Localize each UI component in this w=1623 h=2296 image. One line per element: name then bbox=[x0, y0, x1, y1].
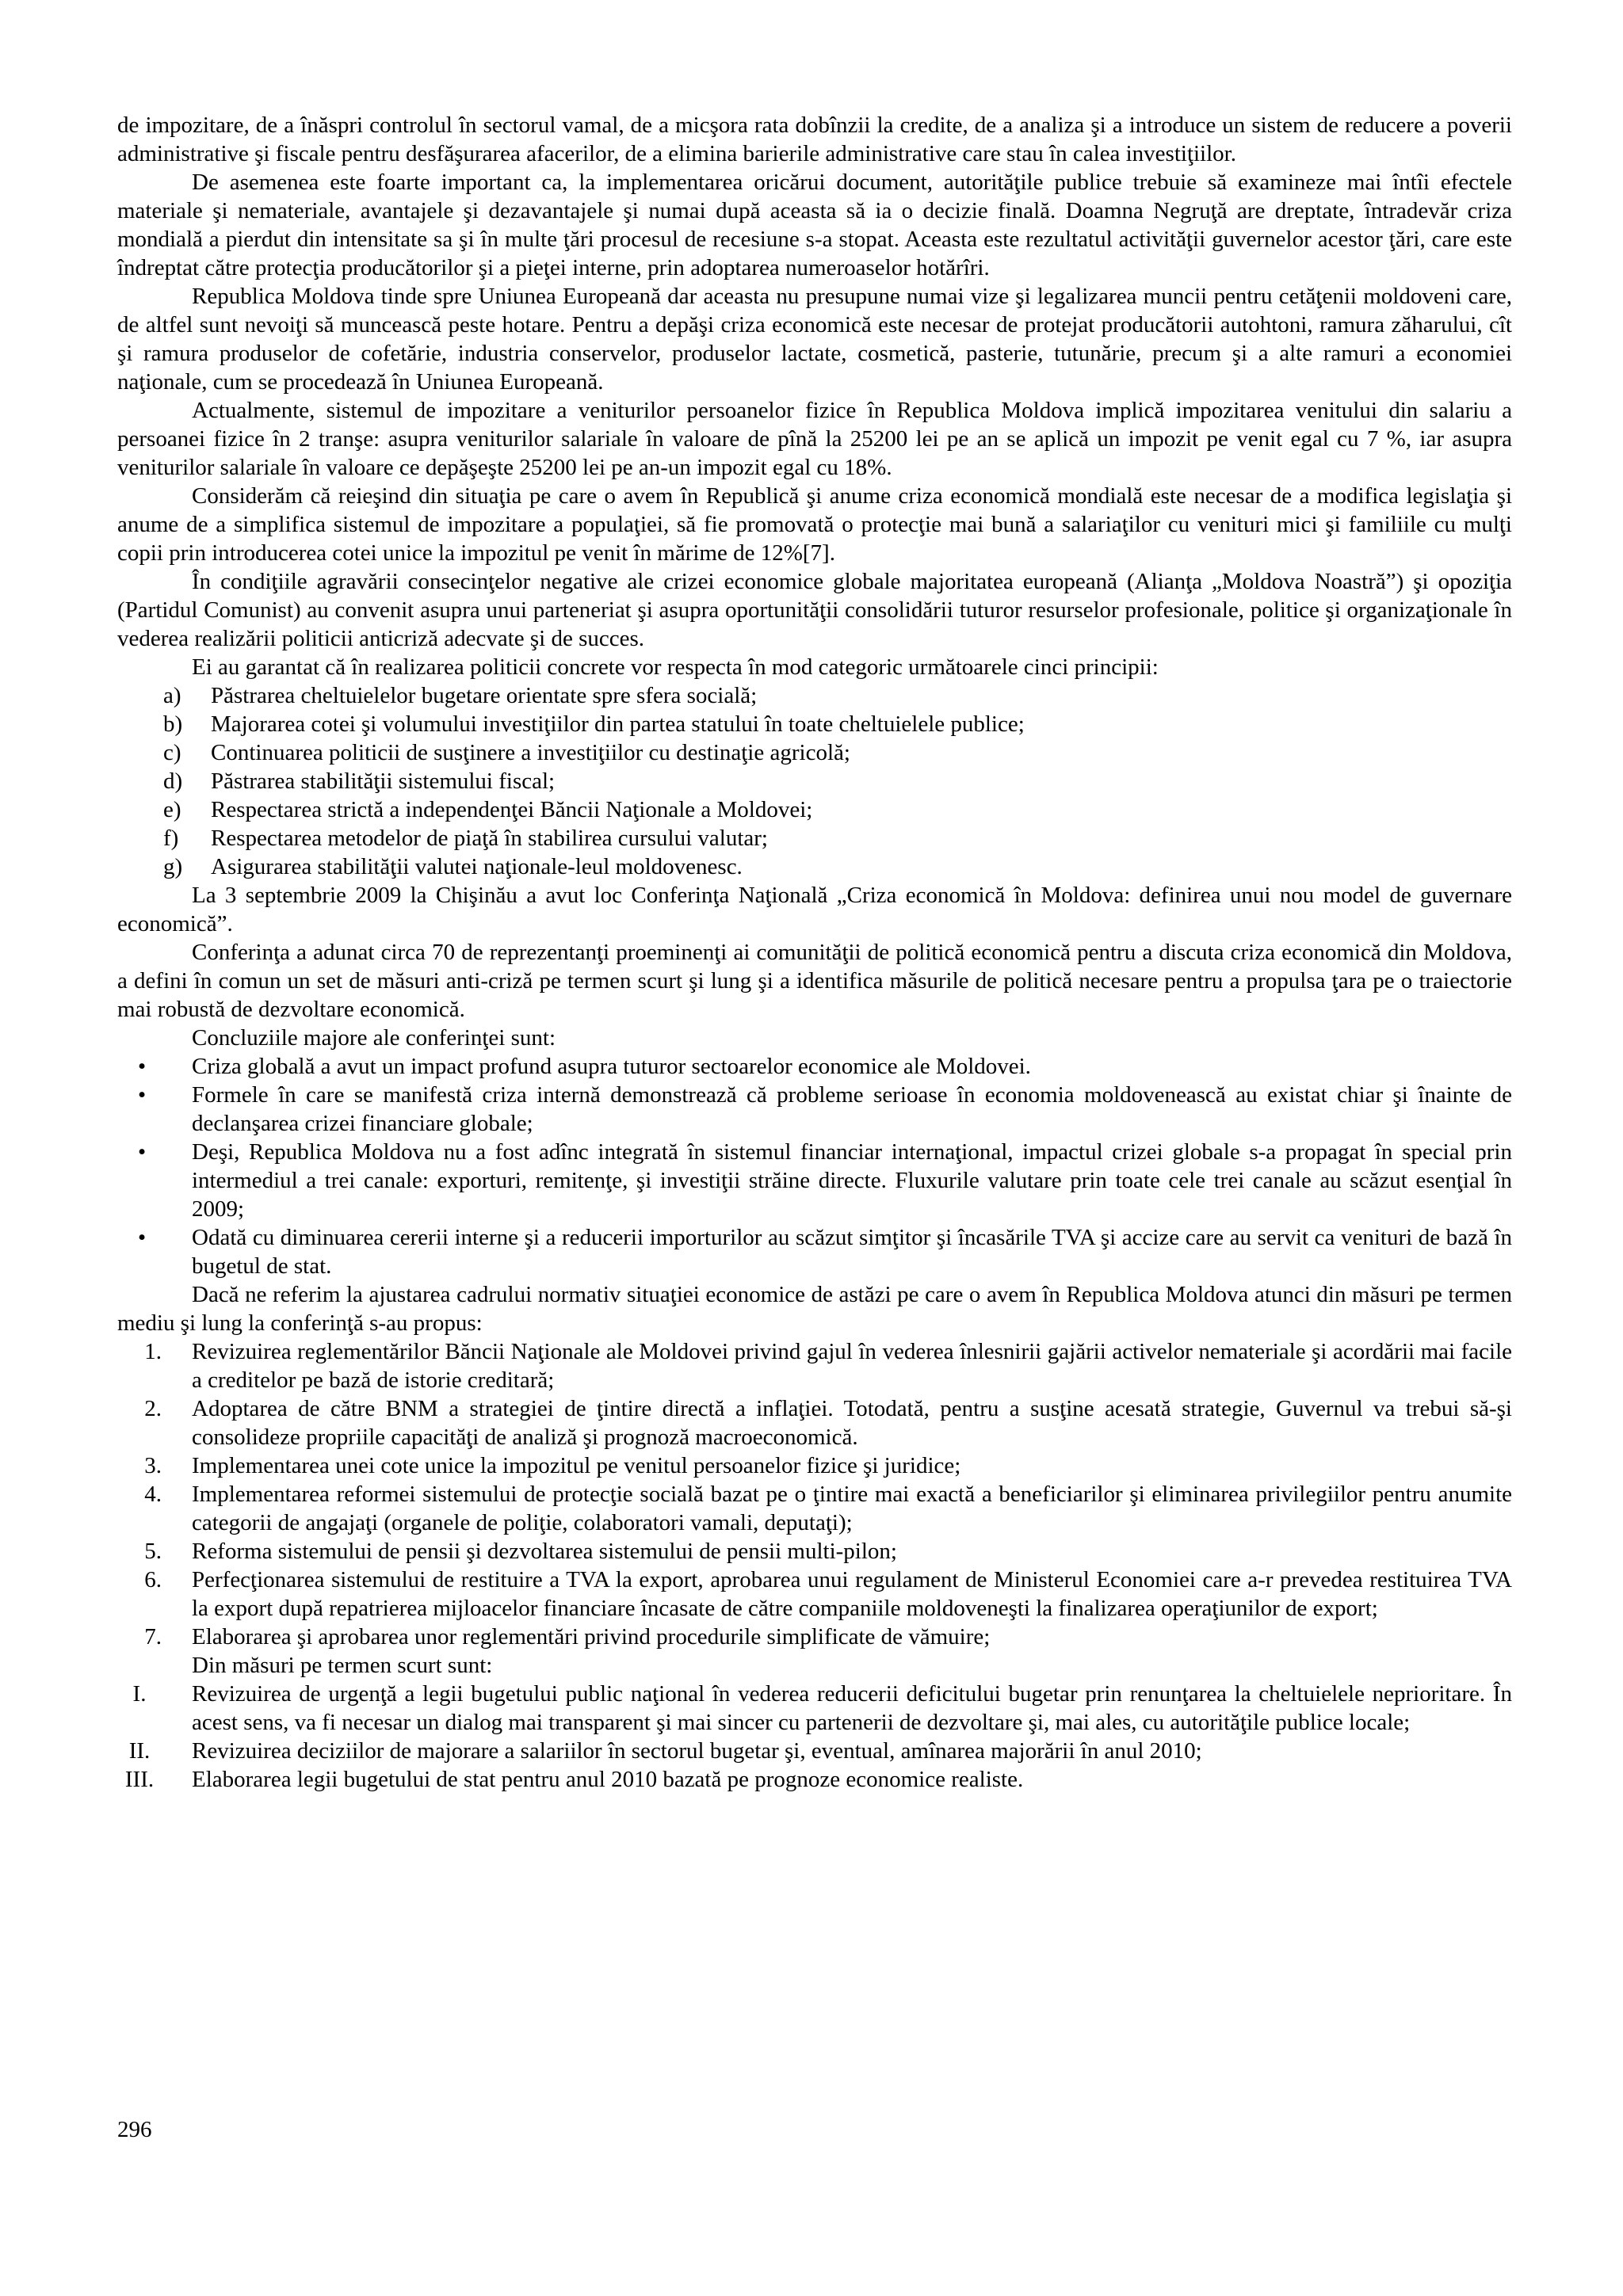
list-item bbox=[117, 1394, 1512, 1451]
list-marker: 5. bbox=[144, 1539, 162, 1564]
list-item bbox=[117, 1680, 1512, 1737]
list-item-text: Elaborarea şi aprobarea unor reglementări privind procedurile simplificate de vămuire; bbox=[192, 1624, 991, 1650]
short-term-measures-list bbox=[117, 1680, 1512, 1794]
list-item bbox=[117, 1480, 1512, 1537]
list-item-text: Criza globală a avut un impact profund asupra tuturor sectoarelor economice ale Moldovei. bbox=[192, 1054, 1031, 1079]
principles-list bbox=[117, 681, 1512, 881]
list-item bbox=[117, 1223, 1512, 1280]
list-marker: 3. bbox=[144, 1453, 162, 1478]
list-item-text: Păstrarea stabilităţii sistemului fiscal; bbox=[211, 769, 556, 794]
paragraph: De asemenea este foarte important ca, la implementarea oricărui document, autorităţile publice trebuie să examineze mai întîi efectele materiale şi nemateriale, avantajele şi dezavantajele şi numai după aceasta să ia o decizie finală. Doamna Negruţă are dreptate, întradevăr criza mondială a pierdut din intensitate sa şi în multe ţări procesul de recesiune s-a stopat. Aceasta este rezultatul activităţii guvernelor acestor ţări, care este îndreptat către protecţia producătorilor şi a pieţei interne, prin adoptarea numeroaselor hotărîri. bbox=[117, 170, 1512, 280]
paragraph: În condiţiile agravării consecinţelor negative ale crizei economice globale majoritatea europeană (Alianţa „Moldova Noastră”) şi opoziţia (Partidul Comunist) au convenit asupra unui parteneriat şi asupra oportunităţii consolidării tuturor resurselor profesionale, politice şi organizaţionale în vederea realizării politicii anticriză adecvate şi de succes. bbox=[117, 569, 1512, 651]
list-item-text: Reforma sistemului de pensii şi dezvoltarea sistemului de pensii multi-pilon; bbox=[192, 1539, 897, 1564]
list-marker: 2. bbox=[144, 1396, 162, 1421]
paragraph: Considerăm că reieşind din situaţia pe care o avem în Republică şi anume criza economică mondială este necesar de a modifica legislaţia şi anume de a simplifica sistemul de impozitare a populaţiei, să fie promovată o protecţie mai bună a salariaţilor cu venituri mici şi familiile cu mulţi copii prin introducerea cotei unice la impozitul pe venit în mărime de 12%[7]. bbox=[117, 483, 1512, 566]
list-item bbox=[117, 1138, 1512, 1223]
list-item-text: Revizuirea de urgenţă a legii bugetului public naţional în vederea reducerii deficitului bugetar prin renunţarea la cheltuielele neprioritare. În acest sens, va fi necesar un dialog mai transparent şi mai sincer cu partenerii de dezvoltare şi, mai ales, cu autorităţile publice locale; bbox=[192, 1681, 1512, 1735]
list-marker: d) bbox=[163, 769, 183, 794]
list-item bbox=[117, 1451, 1512, 1480]
long-term-measures-list bbox=[117, 1337, 1512, 1651]
list-item bbox=[117, 795, 1512, 824]
intro-paragraphs bbox=[117, 111, 1512, 681]
list-item-text: Continuarea politicii de susţinere a investiţiilor cu destinaţie agricolă; bbox=[211, 740, 850, 765]
list-marker: • bbox=[138, 1054, 147, 1079]
list-marker: I. bbox=[132, 1681, 147, 1707]
paragraph: Actualmente, sistemul de impozitare a veniturilor persoanelor fizice în Republica Moldova implică impozitarea venitului din salariu a persoanei fizice în 2 tranşe: asupra veniturilor salariale în valoare de pînă la 25200 lei pe an se aplică un impozit pe venit egal cu 7 %, iar asupra veniturilor salariale în valoare ce depăşeşte 25200 lei pe an-un impozit egal cu 18%. bbox=[117, 398, 1512, 480]
list-item bbox=[117, 1623, 1512, 1651]
measures-intro-paragraph: Dacă ne referim la ajustarea cadrului normativ situaţiei economice de astăzi pe care o avem în Republica Moldova atunci din măsuri pe termen mediu şi lung la conferinţă s-au propus: bbox=[117, 1282, 1512, 1336]
list-item bbox=[117, 1566, 1512, 1623]
list-item bbox=[117, 1081, 1512, 1138]
list-item bbox=[117, 767, 1512, 795]
list-item bbox=[117, 1052, 1512, 1081]
paragraph: Republica Moldova tinde spre Uniunea Europeană dar aceasta nu presupune numai vize şi legalizarea muncii pentru cetăţenii moldoveni care, de altfel sunt nevoiţi să muncească peste hotare. Pentru a depăşi criza economică este necesar de protejat producătorii autohtoni, ramura zăharului, cît şi ramura produselor de cofetărie, industria conservelor, produselor lactate, cosmetică, pasterie, tutunărie, precum şi a alte ramuri a economiei naţionale, cum se procedează în Uniunea Europeană. bbox=[117, 284, 1512, 395]
list-marker: • bbox=[138, 1139, 147, 1165]
list-item-text: Revizuirea reglementărilor Băncii Naţionale ale Moldovei privind gajul în vederea înlesnirii gajării activelor nemateriale şi acordării mai facile a creditelor pe bază de istorie creditară; bbox=[192, 1339, 1512, 1393]
list-item-text: Implementarea reformei sistemului de protecţie socială bazat pe o ţintire mai exactă a beneficiarilor şi eliminarea privilegiilor pentru anumite categorii de angajaţi (organele de poliţie, colaboratori vamali, deputaţi); bbox=[192, 1482, 1512, 1535]
list-marker: • bbox=[138, 1082, 147, 1108]
list-item-text: Asigurarea stabilităţii valutei naţionale-leul moldovenesc. bbox=[211, 854, 743, 879]
list-item-text: Respectarea metodelor de piaţă în stabilirea cursului valutar; bbox=[211, 826, 768, 851]
list-marker: g) bbox=[163, 854, 183, 879]
list-marker: a) bbox=[163, 683, 181, 708]
paragraph: de impozitare, de a înăspri controlul în sectorul vamal, de a micşora rata dobînzii la credite, de a analiza şi a introduce un sistem de reducere a poverii administrative şi fiscale pentru desfăşurarea afacerilor, de a elimina barierile administrative care stau în calea investiţiilor. bbox=[117, 113, 1512, 166]
list-item-text: Adoptarea de către BNM a strategiei de ţintire directă a inflaţiei. Totodată, pentru a susţine acesată strategie, Guvernul va trebui să-şi consolideze propriile capacităţi de analiză şi prognoză macroeconomică. bbox=[192, 1396, 1512, 1450]
list-marker: III. bbox=[124, 1767, 155, 1792]
conclusions-list bbox=[117, 1052, 1512, 1280]
short-term-intro-paragraph: Din măsuri pe termen scurt sunt: bbox=[192, 1653, 493, 1678]
list-item bbox=[117, 824, 1512, 852]
list-marker: e) bbox=[163, 797, 181, 822]
list-item bbox=[117, 738, 1512, 767]
page-body bbox=[117, 111, 1512, 1794]
list-item bbox=[117, 1737, 1512, 1765]
list-item-text: Respectarea strictă a independenţei Băncii Naţionale a Moldovei; bbox=[211, 797, 813, 822]
page-number: 296 bbox=[117, 2117, 152, 2142]
list-marker: c) bbox=[163, 740, 181, 765]
list-marker: b) bbox=[163, 711, 183, 737]
list-marker: 4. bbox=[144, 1482, 162, 1507]
list-marker: 1. bbox=[144, 1339, 162, 1364]
paragraph: Conferinţa a adunat circa 70 de reprezentanţi proeminenţi ai comunităţii de politică economică pentru a discuta criza economică din Moldova, a defini în comun un set de măsuri anti-criză pe termen scurt şi lung şi a identifica măsurile de politică necesare pentru a propulsa ţara pe o traiectorie mai robustă de dezvoltare economică. bbox=[117, 940, 1512, 1022]
list-marker: 6. bbox=[144, 1567, 162, 1592]
list-item-text: Deşi, Republica Moldova nu a fost adînc integrată în sistemul financiar internaţional, impactul crizei globale s-a propagat în special prin intermediul a trei canale: exporturi, remitenţe, şi investiţii străine directe. Fluxurile valutare prin toate cele trei canale au scăzut esenţial în 2009; bbox=[192, 1139, 1512, 1222]
list-item bbox=[117, 1337, 1512, 1394]
list-item bbox=[117, 681, 1512, 710]
list-item-text: Majorarea cotei şi volumului investiţiilor din partea statului în toate cheltuielele publice; bbox=[211, 711, 1025, 737]
paragraph: Concluziile majore ale conferinţei sunt: bbox=[192, 1025, 556, 1051]
list-item bbox=[117, 1765, 1512, 1794]
list-item-text: Formele în care se manifestă criza internă demonstrează că probleme serioase în economia moldovenească au existat chiar şi înainte de declanşarea crizei financiare globale; bbox=[192, 1082, 1512, 1136]
list-marker: II. bbox=[128, 1738, 151, 1764]
list-item bbox=[117, 852, 1512, 881]
list-item bbox=[117, 710, 1512, 738]
list-item-text: Implementarea unei cote unice la impozitul pe venitul persoanelor fizice şi juridice; bbox=[192, 1453, 961, 1478]
paragraph: La 3 septembrie 2009 la Chişinău a avut loc Conferinţa Naţională „Criza economică în Moldova: definirea unui nou model de guvernare economică”. bbox=[117, 883, 1512, 936]
list-item-text: Revizuirea deciziilor de majorare a salariilor în sectorul bugetar şi, eventual, amînarea majorării în anul 2010; bbox=[192, 1738, 1202, 1764]
list-item-text: Păstrarea cheltuielelor bugetare orientate spre sfera socială; bbox=[211, 683, 758, 708]
list-item-text: Perfecţionarea sistemului de restituire a TVA la export, aprobarea unui regulament de Ministerul Economiei care a-r prevedea restituirea TVA la export după repatrierea mijloacelor financiare încasate de către companiile moldoveneşti la finalizarea operaţiunilor de export; bbox=[192, 1567, 1512, 1621]
list-marker: 7. bbox=[144, 1624, 162, 1650]
conference-paragraphs bbox=[117, 881, 1512, 1052]
list-marker: • bbox=[138, 1225, 147, 1250]
list-item bbox=[117, 1537, 1512, 1566]
list-item-text: Odată cu diminuarea cererii interne şi a reducerii importurilor au scăzut simţitor şi încasările TVA şi accize care au servit ca venituri de bază în bugetul de stat. bbox=[192, 1225, 1512, 1279]
paragraph: Ei au garantat că în realizarea politicii concrete vor respecta în mod categoric următoarele cinci principii: bbox=[192, 654, 1159, 680]
list-item-text: Elaborarea legii bugetului de stat pentru anul 2010 bazată pe prognoze economice realiste. bbox=[192, 1767, 1024, 1792]
list-marker: f) bbox=[163, 826, 179, 851]
